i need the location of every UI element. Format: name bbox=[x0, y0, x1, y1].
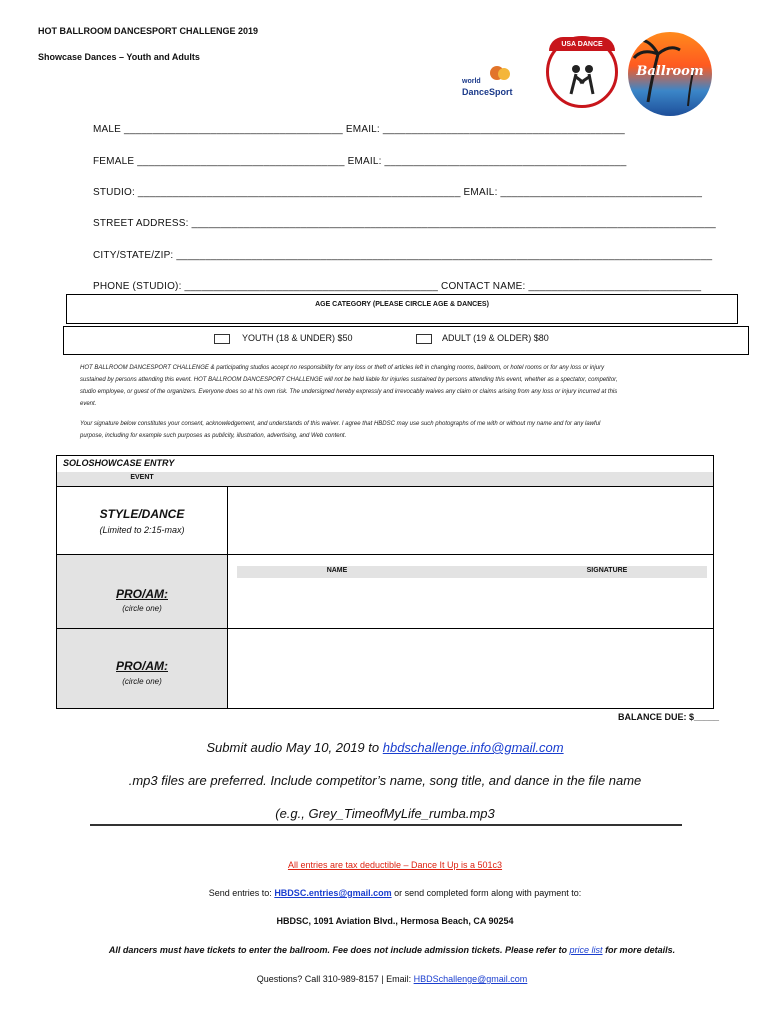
entry-title-cell bbox=[57, 456, 227, 473]
name-column-header: NAME bbox=[326, 567, 348, 574]
proam-note-2: (circle one) bbox=[122, 677, 162, 686]
mailing-address: HBDSC, 1091 Aviation Blvd., Hermosa Beach, CA 90254 bbox=[276, 916, 514, 926]
tickets-note-prefix: All dancers must have tickets to enter the ballroom. Fee does not include admission tickets. Please refer to bbox=[108, 945, 570, 955]
style-dance-note: (Limited to 2:15-max) bbox=[99, 525, 185, 535]
phone-contact-field[interactable]: PHONE (STUDIO): ____________________________________________ CONTACT NAME: ______________________________ bbox=[93, 281, 702, 292]
file-format-note: .mp3 files are preferred. Include competitor’s name, song title, and dance in the file name bbox=[128, 773, 642, 788]
price-list-link[interactable]: price list bbox=[569, 945, 603, 955]
event-label: EVENT bbox=[130, 474, 154, 481]
submit-audio-prefix: Submit audio May 10, 2019 to bbox=[206, 740, 383, 755]
waiver-liability-text: HOT BALLROOM DANCESPORT CHALLENGE & participating studios accept no responsibility for any loss or theft of articles left in changing rooms, ballroom, or hotel rooms or for any loss or injury sustained by persons attending this event. HOT BALLROOM DANCESPORT CHALLENGE will not be held liable for injuries sustained by persons attending this event, whether as a spectator, competitor, studio employee, or guest of the organizers. Everyone does so at his own risk. The undersigned hereby expressly and irrevocably waives any claim or claims arising from any loss or injury incurred at this event. bbox=[80, 365, 618, 407]
youth-option-label: YOUTH (18 & UNDER) $50 bbox=[242, 333, 353, 343]
file-name-example: (e.g., Grey_TimeofMyLife_rumba.mp3 bbox=[275, 806, 495, 821]
questions-line bbox=[0, 974, 770, 984]
event-row bbox=[57, 472, 713, 487]
entry-title: SOLOSHOWCASE ENTRY bbox=[63, 458, 175, 468]
tickets-note bbox=[0, 945, 770, 955]
world-dancesport-logo bbox=[462, 66, 522, 100]
age-category-label: AGE CATEGORY (PLEASE CIRCLE AGE & DANCES) bbox=[315, 301, 489, 308]
page-title: HOT BALLROOM DANCESPORT CHALLENGE 2019 bbox=[38, 26, 259, 36]
style-dance-label: STYLE/DANCE bbox=[99, 507, 185, 521]
youth-checkbox[interactable] bbox=[214, 334, 230, 344]
page-subtitle: Showcase Dances – Youth and Adults bbox=[38, 52, 200, 62]
tickets-note-suffix: for more details. bbox=[602, 945, 676, 955]
age-options-box bbox=[63, 326, 749, 355]
proam-label-1: PRO/AM: bbox=[116, 587, 168, 601]
female-field[interactable]: FEMALE ____________________________________ EMAIL: __________________________________________ bbox=[93, 156, 627, 167]
proam-cell-2 bbox=[57, 629, 228, 708]
street-address-field[interactable]: STREET ADDRESS: ___________________________________________________________________________________________ bbox=[93, 218, 716, 229]
submit-audio-line bbox=[0, 740, 770, 755]
tax-deductible-note: All entries are tax deductible – Dance It Up is a 501c3 bbox=[287, 860, 503, 870]
name-signature-header bbox=[237, 566, 707, 578]
waiver-consent-text: Your signature below constitutes your consent, acknowledgement, and understands of this waiver. I agree that HBDSC may use such photographs of me with or without my name and for any lawful purpose, including for example such purposes as publicity, illustration, advertising, and Web content. bbox=[80, 421, 601, 439]
age-category-header bbox=[66, 294, 738, 324]
style-dance-input[interactable] bbox=[228, 487, 713, 555]
world-logo-word: world bbox=[462, 78, 481, 85]
send-entries-line bbox=[0, 888, 770, 898]
proam-cell-1 bbox=[57, 555, 228, 629]
ballroom-logo-text: Ballroom bbox=[636, 64, 704, 79]
signature-column-header: SIGNATURE bbox=[586, 567, 628, 574]
submit-audio-email-link[interactable]: hbdschallenge.info@gmail.com bbox=[382, 740, 564, 755]
entry-table bbox=[56, 455, 714, 709]
questions-email-link[interactable]: HBDSchallenge@gmail.com bbox=[413, 974, 528, 984]
usa-logo-text: USA DANCE bbox=[549, 37, 615, 51]
proam-input-1[interactable] bbox=[228, 580, 713, 629]
proam-note-1: (circle one) bbox=[122, 604, 162, 613]
world-logo-name: DanceSport bbox=[462, 87, 513, 97]
send-entries-email-link[interactable]: HBDSC.entries@gmail.com bbox=[274, 888, 392, 898]
proam-input-2[interactable] bbox=[228, 629, 713, 708]
male-field[interactable]: MALE ______________________________________ EMAIL: __________________________________________ bbox=[93, 124, 625, 135]
divider-line bbox=[90, 824, 682, 826]
send-entries-suffix: or send completed form along with payment to: bbox=[391, 888, 582, 898]
dancers-icon bbox=[549, 39, 615, 105]
balance-due: BALANCE DUE: $_____ bbox=[618, 712, 720, 722]
questions-prefix: Questions? Call 310-989-8157 | Email: bbox=[256, 974, 414, 984]
studio-field[interactable]: STUDIO: ________________________________________________________ EMAIL: ___________________________________ bbox=[93, 187, 703, 198]
adult-checkbox[interactable] bbox=[416, 334, 432, 344]
send-entries-prefix: Send entries to: bbox=[208, 888, 275, 898]
style-dance-cell bbox=[57, 487, 228, 555]
proam-label-2: PRO/AM: bbox=[116, 659, 168, 673]
usa-dance-logo bbox=[546, 36, 618, 108]
city-state-zip-field[interactable]: CITY/STATE/ZIP: _____________________________________________________________________________________________ bbox=[93, 250, 713, 261]
hot-ballroom-logo bbox=[628, 32, 712, 116]
adult-option-label: ADULT (19 & OLDER) $80 bbox=[442, 333, 549, 343]
